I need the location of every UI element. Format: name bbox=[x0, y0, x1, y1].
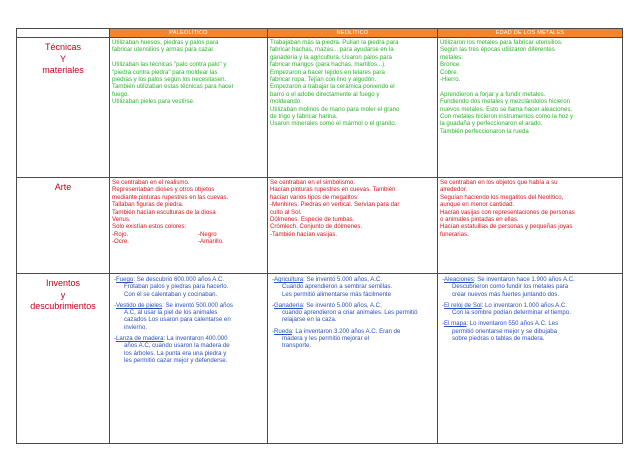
invention-description: transporte. bbox=[282, 342, 312, 350]
invention-date: : Se inventaron hace 1.900 años A.C. bbox=[473, 276, 575, 283]
invention-description: Frotaban palos y piedras para hacerlo. bbox=[124, 283, 229, 291]
text-line: Bronce. bbox=[440, 61, 462, 69]
row-title-line: Arte bbox=[54, 182, 72, 192]
invention-description: años A.C, cuando usaron la madera de bbox=[124, 342, 230, 350]
invention-first-line: -Aleaciones: Se inventaron hace 1.900 años A.C. bbox=[442, 276, 575, 283]
row-tecnicas bbox=[17, 38, 623, 178]
text-line: de trigo y fabricar harina. bbox=[270, 113, 338, 121]
text-line: hacían varios tipos de megalitos: bbox=[270, 193, 359, 201]
row-arte bbox=[17, 178, 623, 274]
invention-description: cuando aprendieron a criar animales. Les permitió bbox=[282, 309, 418, 317]
text-line: Trabajaban más la piedra. Pulían la piedra para bbox=[270, 39, 399, 46]
text-line: Empezaron a hacer tejidos en telares para bbox=[270, 68, 385, 76]
header-row bbox=[17, 29, 623, 38]
invention-first-line: -Ganadería: Se inventó 5.000 años, A.C, bbox=[272, 301, 382, 309]
text-line: Se centraban en el simbolismo. bbox=[270, 179, 356, 186]
invention-item bbox=[114, 276, 265, 298]
cell-arte-paleolitico bbox=[110, 178, 268, 274]
invention-first-line: -El reloj de Sol: Lo inventaron 1.000 años A.C. bbox=[442, 301, 568, 309]
invention-first-line: -El mapa: Lo inventaron 550 años A.C. Les bbox=[442, 320, 559, 328]
invention-item bbox=[442, 302, 620, 317]
text-line: Con metales hicieron instrumentos como la hoz y bbox=[440, 113, 574, 121]
text-line: fuego. bbox=[112, 90, 129, 98]
invention-description: sobre piedras o tablas de madera. bbox=[452, 335, 545, 343]
header-paleolitico: PALEOLÍTICO bbox=[110, 29, 268, 38]
text-line: -Menhires. Piedras en vertical. Servían para dar bbox=[270, 201, 400, 209]
invention-description: les permitió cazar mejor y defenderse. bbox=[124, 356, 228, 364]
text-line: Hacían estatuillas de personas y pequeñas joyas bbox=[440, 223, 573, 231]
invention-date: : Se inventó 5.000 años, A.C. bbox=[303, 276, 383, 283]
row-title-line: Y bbox=[59, 53, 66, 64]
invention-term: El mapa bbox=[444, 320, 467, 328]
history-comparison-table bbox=[16, 28, 623, 444]
invention-term: Rueda bbox=[274, 327, 292, 335]
text-line: funerarias. bbox=[440, 230, 469, 238]
invention-item bbox=[442, 320, 620, 342]
row-title-line: descubrimientos bbox=[30, 301, 96, 311]
text-line: piedras y los palos según los necesitasen. bbox=[112, 76, 227, 84]
invention-description: los árboles. La punta era una piedra y bbox=[124, 349, 227, 357]
text-line: Usaron minerales como el mármol o el granito. bbox=[270, 120, 397, 128]
text-line: Hacían pinturas rupestres en cuevas. También bbox=[270, 186, 396, 194]
cell-tecnicas-neolitico bbox=[268, 38, 438, 178]
invention-item bbox=[114, 302, 265, 331]
text-line bbox=[112, 54, 265, 61]
text-line: mediante pinturas rupestres en las cuevas. bbox=[112, 193, 229, 201]
text-line: culto al Sol. bbox=[270, 208, 302, 216]
row-title-tecnicas bbox=[17, 38, 110, 178]
text-line: -Rojo. bbox=[112, 230, 129, 238]
invention-first-line: -Rueda: La inventaron 3.200 años A.C. Eran de bbox=[272, 327, 401, 335]
text-line: Utilizaban huesos, piedras y palos para bbox=[112, 39, 219, 46]
text-line: alrededor. bbox=[440, 186, 468, 194]
cell-arte-neolitico bbox=[268, 178, 438, 274]
text-line: Dólmenes. Especie de tumbas. bbox=[270, 216, 355, 224]
invention-first-line: -Fuego: Se descubrió 600.000 años A.C. bbox=[114, 276, 225, 283]
text-line: -Ocre. bbox=[112, 238, 129, 246]
text-line: barro o el adobe directamente al fuego y bbox=[270, 90, 380, 98]
text-line: moldeando. bbox=[270, 98, 302, 106]
invention-term: Aleaciones bbox=[444, 276, 474, 283]
text-line: Utilizaban las técnicas "palo contra palo" y bbox=[112, 61, 227, 69]
text-line: Solo existían estos colores: bbox=[112, 223, 187, 231]
text-line: ganadería y la agricultura. Usaron palos para bbox=[270, 53, 392, 61]
invention-description: Les permitió alimentarse más fácilmente bbox=[282, 290, 392, 298]
row-title-arte bbox=[17, 178, 110, 274]
text-line: Utilizaban molinos de mano para moler el grano bbox=[270, 105, 400, 113]
row-title-line: y bbox=[60, 289, 66, 300]
colores-izq bbox=[112, 231, 198, 246]
invention-date: : Lo inventaron 550 años A.C. Les bbox=[466, 320, 559, 328]
invention-description: Cuando aprendieron a sembrar semillas. bbox=[282, 283, 393, 291]
colores-der bbox=[198, 231, 224, 246]
invention-term: Ganadería bbox=[274, 301, 303, 309]
invention-item bbox=[272, 328, 435, 350]
row-title-line: materiales bbox=[42, 65, 84, 75]
text-line: la guadaña y perfeccionaron el arado. bbox=[440, 120, 543, 128]
text-line: Utilizaron los metales para fabricar utensilios. bbox=[440, 39, 563, 46]
invention-date: : Lo inventaron 1.000 años A.C. bbox=[481, 301, 568, 309]
text-line: También perfeccionaron la rueda bbox=[440, 127, 529, 135]
text-line: fabricar mangos (para hachas, martillos...). bbox=[270, 61, 386, 69]
text-line: Según las tres épocas utilizaron diferentes bbox=[440, 46, 555, 54]
cell-inventos-paleolitico bbox=[110, 274, 268, 444]
text-line: "piedra contra piedra" para moldear las bbox=[112, 68, 218, 76]
invention-description: madera y les permitió mejorar el bbox=[282, 335, 370, 343]
invention-date: : La inventaron 400.000 bbox=[163, 335, 228, 343]
row-title-line: Inventos bbox=[45, 278, 81, 288]
invention-term: Agricultura bbox=[274, 276, 304, 283]
invention-first-line: -Agricultura: Se inventó 5.000 años, A.C. bbox=[272, 276, 383, 283]
text-line: Empezaron a trabajar la cerámica poniendo el bbox=[270, 83, 395, 91]
text-line bbox=[440, 83, 620, 90]
header-neolitico: NEOLÍTICO bbox=[268, 29, 438, 38]
text-line: Cobre. bbox=[440, 68, 459, 76]
text-line: nuevos metales. Esto se llama hacer aleaciones. bbox=[440, 105, 573, 113]
cell-tecnicas-metales bbox=[438, 38, 623, 178]
text-line: Utilizaban pieles para vestirse. bbox=[112, 98, 195, 106]
text-line: Representaban dioses y otros objetos bbox=[112, 186, 215, 194]
invention-term: El reloj de Sol bbox=[444, 301, 482, 309]
invention-description: crear nuevos más fuertes juntando dos. bbox=[452, 290, 560, 298]
invention-term: Fuego bbox=[116, 276, 134, 283]
text-line: o animales pintadas en ellas. bbox=[440, 216, 519, 224]
arte-paleolitico-lines bbox=[112, 179, 265, 231]
invention-description: Con él se calentaban y cocinaban. bbox=[124, 290, 218, 298]
header-metales: EDAD DE LOS METALES bbox=[438, 29, 623, 38]
invention-term: Vestido de pieles bbox=[116, 301, 163, 309]
cell-inventos-neolitico bbox=[268, 274, 438, 444]
invention-date: : Se inventó 5.000 años, A.C, bbox=[302, 301, 382, 309]
invention-first-line: -Vestido de pieles: Se inventó 500.000 años bbox=[114, 301, 233, 309]
text-line: fabricar hachas, mazas... para ayudarse en la bbox=[270, 46, 394, 54]
text-line: Fundiendo dos metales y mezclándolos hicieron bbox=[440, 98, 571, 106]
invention-item bbox=[272, 302, 435, 324]
invention-description: relajarse en la caza. bbox=[282, 316, 337, 324]
text-line: -Amarillo. bbox=[198, 238, 224, 246]
invention-item bbox=[442, 276, 620, 298]
invention-term: Lanza de madera bbox=[116, 335, 164, 343]
text-line: Aprendieron a forjar y a fundir metales. bbox=[440, 90, 546, 98]
row-title-inventos bbox=[17, 274, 110, 444]
corner-cell bbox=[17, 29, 110, 38]
invention-description: cazados Los usaron para calentarse en bbox=[124, 316, 231, 324]
row-inventos bbox=[17, 274, 623, 444]
text-line: aunque en menor cantidad. bbox=[440, 201, 515, 209]
text-line: Tallaban figuras de piedra. bbox=[112, 201, 184, 209]
invention-first-line: -Lanza de madera: La inventaron 400.000 bbox=[114, 335, 228, 343]
invention-date: : Se inventó 500.000 años bbox=[162, 301, 233, 309]
invention-date: : Se descubrió 600.000 años A.C. bbox=[133, 276, 225, 283]
invention-item bbox=[114, 335, 265, 364]
text-line: -Hierro. bbox=[440, 76, 461, 84]
text-line: Seguían haciendo los megalitos del Neolítico, bbox=[440, 193, 564, 201]
invention-description: invierno. bbox=[124, 323, 148, 331]
colores-list bbox=[112, 231, 265, 246]
row-title-line: Técnicas bbox=[44, 42, 81, 52]
cell-tecnicas-paleolitico bbox=[110, 38, 268, 178]
text-line: Se centraban en los objetos que había a su bbox=[440, 179, 558, 186]
invention-description: Con la sombre podían determinar el tiempo. bbox=[452, 309, 571, 317]
text-line: -También hacían vasijas. bbox=[270, 230, 338, 238]
invention-description: Descubrieron como fundir los metales para bbox=[452, 283, 569, 291]
invention-item bbox=[272, 276, 435, 298]
text-line: fabricar ropa. Tejían con lino y algodón. bbox=[270, 76, 377, 84]
text-line: metales: bbox=[440, 53, 464, 61]
invention-date: : La inventaron 3.200 años A.C. Eran de bbox=[292, 327, 401, 335]
history-table-sheet bbox=[16, 28, 622, 445]
text-line: También hacían esculturas de la diosa bbox=[112, 208, 216, 216]
text-line: Se centraban en el realismo. bbox=[112, 179, 190, 186]
text-line: fabricar utensilios y armas para cazar. bbox=[112, 46, 215, 54]
cell-inventos-metales bbox=[438, 274, 623, 444]
text-line: También utilizaban estas técnicas para hacer bbox=[112, 83, 234, 91]
text-line: Crómlech. Conjunto de dólmenes. bbox=[270, 223, 363, 231]
text-line: Hacían vasijas con representaciones de personas bbox=[440, 208, 575, 216]
invention-description: permitió orientarse mejor y se dibujaba bbox=[452, 327, 557, 335]
text-line: Venus. bbox=[112, 216, 131, 224]
text-line: -Negro bbox=[198, 230, 217, 238]
cell-arte-metales bbox=[438, 178, 623, 274]
invention-description: A.C, al usar la piel de los animales bbox=[124, 309, 218, 317]
